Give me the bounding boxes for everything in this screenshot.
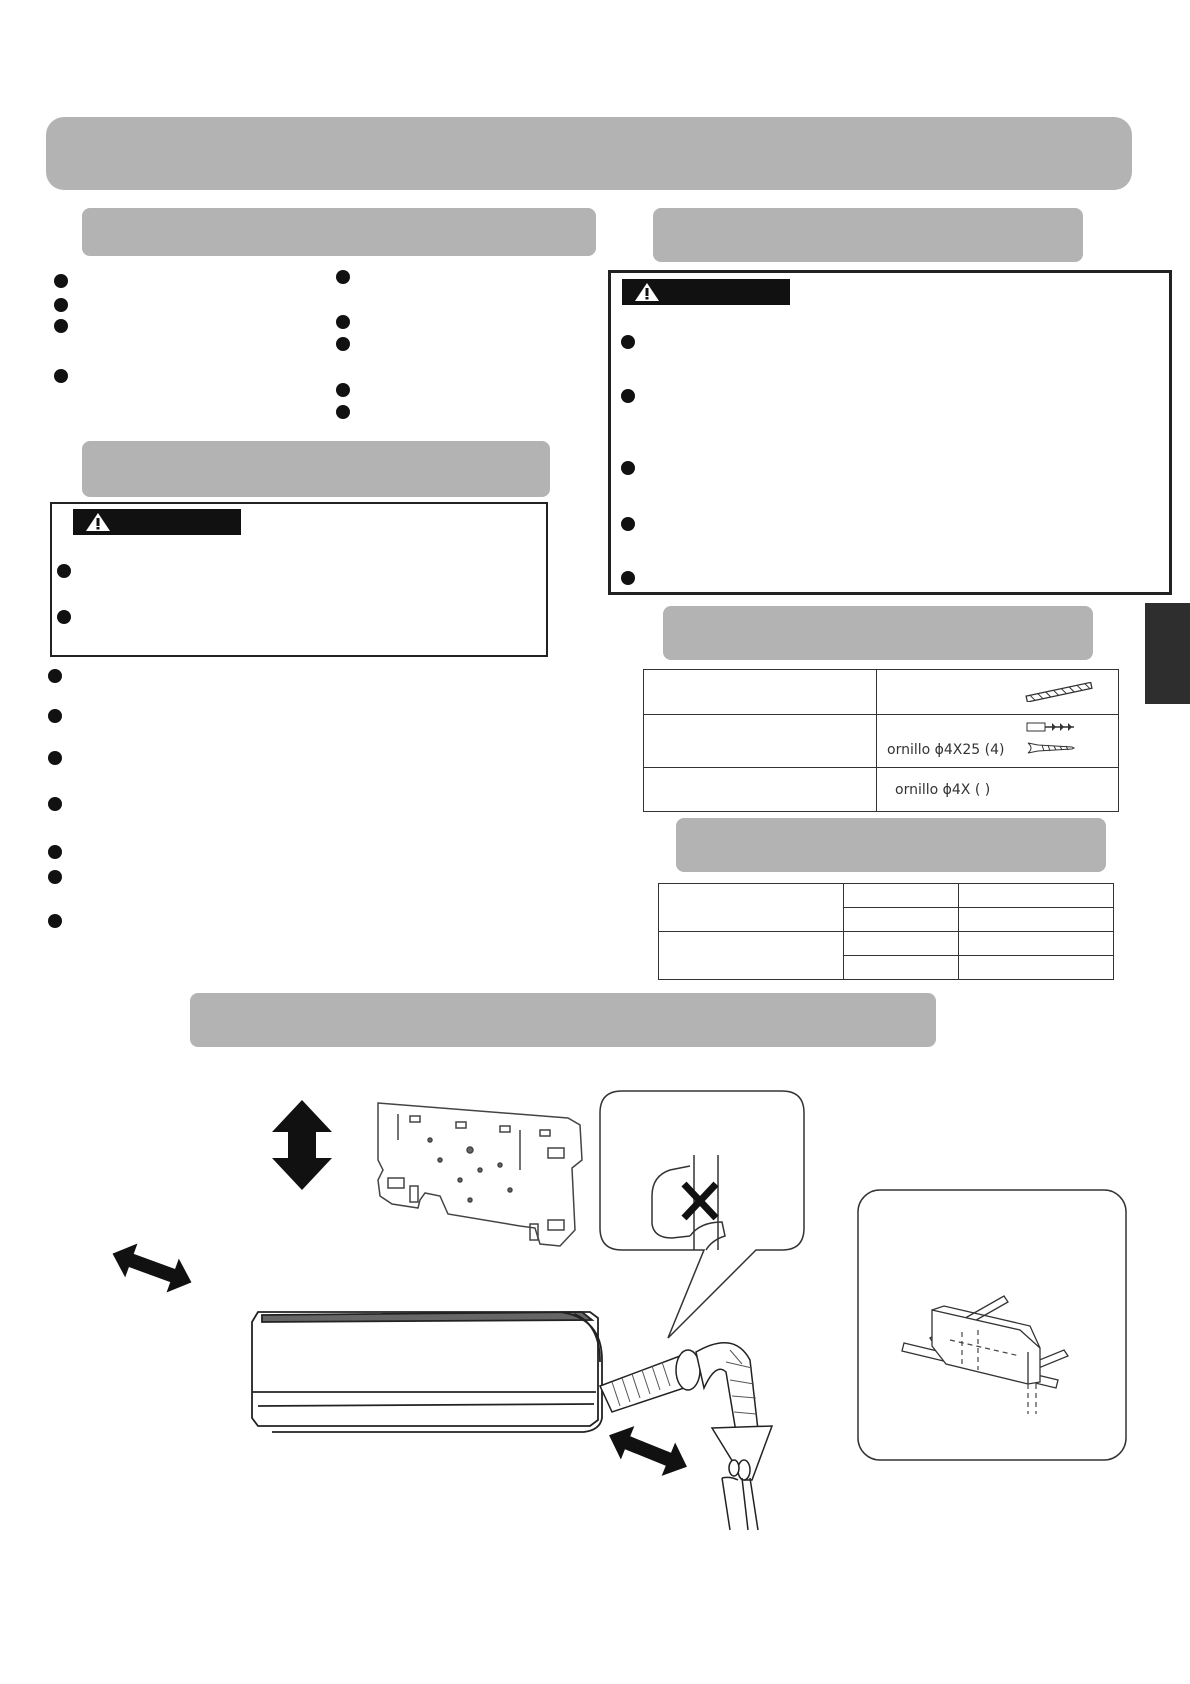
double-arrow-diagonal-icon [602,1419,693,1484]
bullet [336,405,350,419]
bullet [48,845,62,859]
bullet [336,383,350,397]
section-band-2 [82,441,550,497]
bullet [621,571,635,585]
bullet [621,517,635,531]
table-row [659,884,1114,908]
table-row [659,932,1114,956]
bullet [54,274,68,288]
bullet [48,914,62,928]
bullet [621,389,635,403]
exclamation-triangle-icon [85,512,111,532]
table-cell [959,956,1114,980]
screw-icon [1026,741,1076,755]
bullet [48,870,62,884]
section-band-4 [663,606,1093,660]
section-band-1 [82,208,596,256]
bullet [336,270,350,284]
table-row [644,768,1119,812]
warning-label [73,509,241,535]
table-cell [959,932,1114,956]
screw-label: ornillo ϕ4X25 (4) [887,742,1005,758]
callout-bubble [600,1091,804,1338]
bullet [57,564,71,578]
installation-diagram [0,1040,1190,1680]
side-tab [1145,603,1190,704]
table-cell [959,884,1114,908]
double-arrow-vertical-icon [272,1100,332,1190]
bullet [621,335,635,349]
section-band-6 [190,993,936,1047]
section-band-3 [653,208,1083,262]
bullet [48,669,62,683]
table-cell [844,884,959,908]
bullet [48,709,62,723]
table-cell [644,670,877,715]
anchor-plug-icon [1026,721,1076,733]
table-cell [844,956,959,980]
bolt-icon [1020,682,1100,702]
table-cell [877,715,1119,768]
table-cell [644,768,877,812]
table-cell [659,884,844,932]
warning-box-left [50,502,548,657]
table-row [644,715,1119,768]
exclamation-triangle-icon [634,282,660,302]
warning-label [622,279,790,305]
table-cell [644,715,877,768]
bullet [48,797,62,811]
header-band [46,117,1132,190]
double-arrow-diagonal-icon [106,1237,197,1300]
bullet [54,369,68,383]
detail-box [858,1190,1126,1460]
table-cell [877,670,1119,715]
bullet [54,298,68,312]
bullet [621,461,635,475]
table-cell [877,768,1119,812]
bullet [57,610,71,624]
table-cell [659,932,844,980]
table-cell [844,932,959,956]
bullet [48,751,62,765]
indoor-unit [252,1312,602,1432]
table-cell [844,908,959,932]
bullet [336,315,350,329]
table-cell [959,908,1114,932]
screw-label: ornillo ϕ4X ( ) [895,782,991,798]
bullet [336,337,350,351]
section-band-5 [676,818,1106,872]
bullet [54,319,68,333]
pipe-table [658,883,1114,980]
mounting-plate [378,1103,582,1246]
accessories-table [643,669,1119,812]
table-row [644,670,1119,715]
warning-box-right [608,270,1172,595]
